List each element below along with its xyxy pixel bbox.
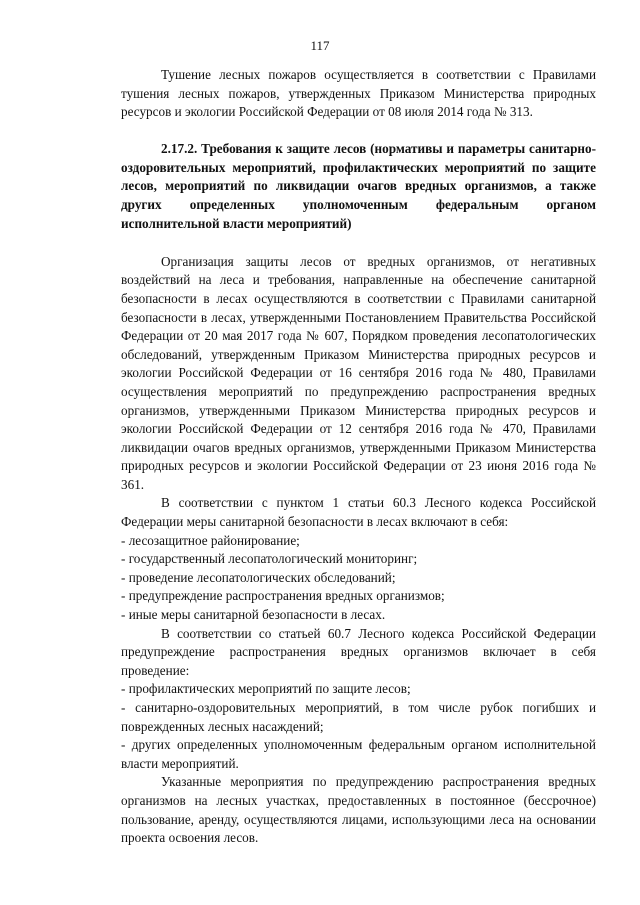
list-item: - санитарно-оздоровительных мероприятий, в том числе рубок погибших и поврежденных лесных насаждений; — [121, 700, 596, 734]
list-item: - других определенных уполномоченным федеральным органом исполнительной власти мероприятий. — [121, 737, 596, 771]
list-item: - профилактических мероприятий по защите лесов; — [121, 681, 411, 697]
page-number: 117 — [310, 38, 330, 53]
paragraph-prevention-intro: В соответствии со статьей 60.7 Лесного кодекса Российской Федерации предупреждение распространения вредных организмов включает в себя проведение: — [121, 625, 596, 678]
list-item: - предупреждение распространения вредных организмов; — [121, 588, 445, 604]
document-body — [121, 66, 596, 848]
paragraph-measures-execution: Указанные мероприятия по предупреждению распространения вредных организмов на лесных участках, предоставленных в постоянное (бессрочное) пользование, аренду, осуществляются лицами, использующими леса на основании проекта освоения лесов. — [121, 774, 596, 846]
list-item: - проведение лесопатологических обследований; — [121, 569, 396, 585]
section-heading: 2.17.2. Требования к защите лесов (нормативы и параметры санитарно-оздоровительных мероприятий, профилактических мероприятий по защите лесов, мероприятий по ликвидации очагов вредных организмов, а также других определенных уполномоченным федеральным органом исполнительной власти мероприятий) — [121, 140, 596, 231]
list-item: - иные меры санитарной безопасности в лесах. — [121, 607, 386, 623]
paragraph-sanitary-measures-intro: В соответствии с пунктом 1 статьи 60.3 Лесного кодекса Российской Федерации меры санитарной безопасности в лесах включают в себя: — [121, 495, 596, 530]
list-item: - государственный лесопатологический мониторинг; — [121, 551, 418, 567]
list-item: - лесозащитное районирование; — [121, 532, 300, 548]
paragraph-fire-suppression: Тушение лесных пожаров осуществляется в соответствии с Правилами тушения лесных пожаров, утвержденных Приказом Министерства природных ресурсов и экологии Российской Федерации от 08 июля 2014 года № 313. — [121, 67, 596, 120]
paragraph-forest-protection-rules: Организация защиты лесов от вредных организмов, от негативных воздействий на леса и требования, направленные на обеспечение санитарной безопасности в лесах осуществляются в соответствии с Правилами санитарной безопасности в лесах, утвержденными Постановлением Правительства Российской Федерации от 20 мая 2017 года № 607, Порядком проведения лесопатологических обследований, утвержденным Приказом Министерства природных ресурсов и экологии Российской Федерации от 16 сентября 2016 года № 480, Правилами осуществления мероприятий по предупреждению распространения вредных организмов, утвержденными Приказом Министерства природных ресурсов и экологии Российской Федерации от 12 сентября 2016 года № 470, Правилами ликвидации очагов вредных организмов, утвержденными Приказом Министерства природных ресурсов и экологии Российской Федерации от 23 июня 2016 года № 361. — [121, 253, 596, 492]
